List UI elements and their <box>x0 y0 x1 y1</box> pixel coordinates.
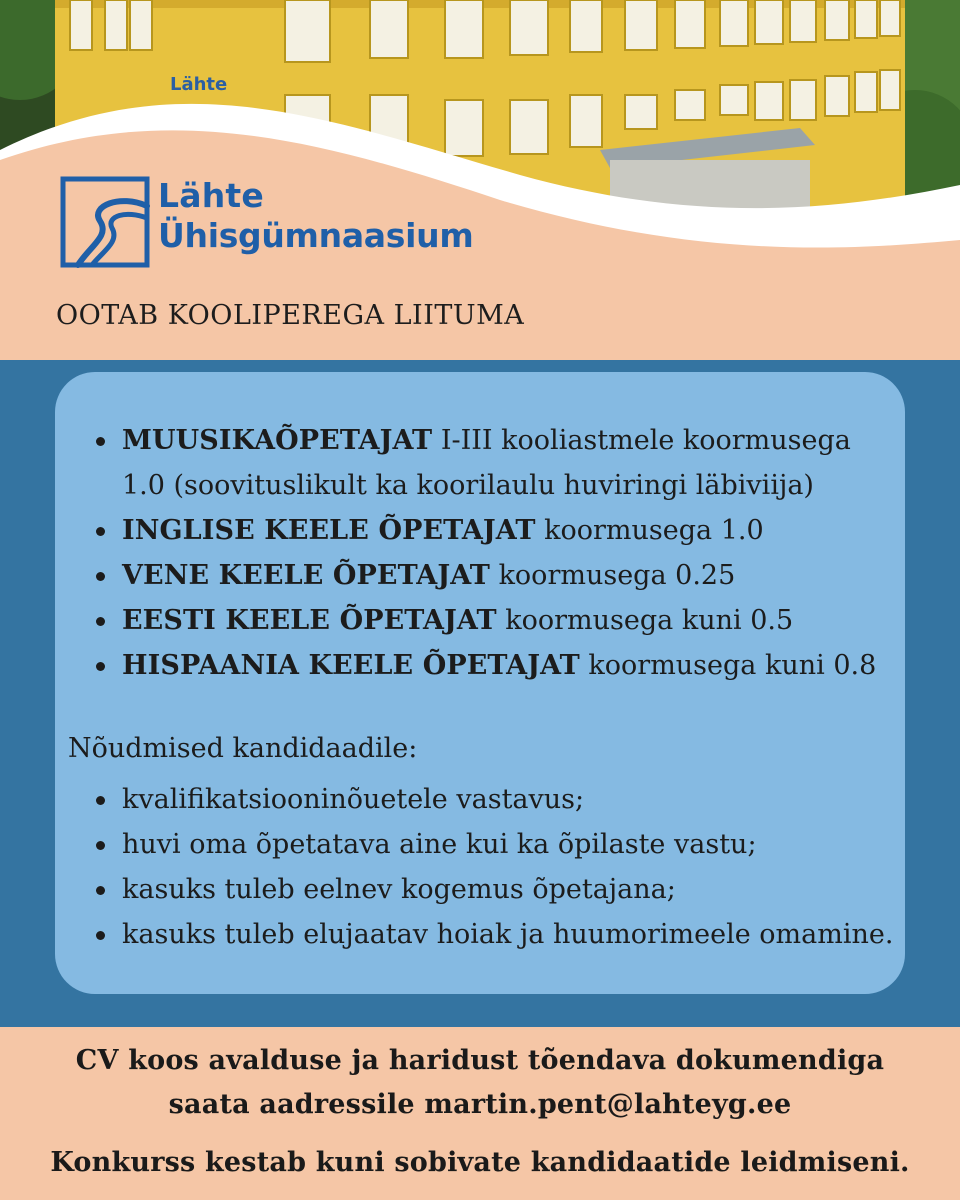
logo-school-name-line1: Lähte <box>158 176 264 215</box>
position-detail: koormusega 1.0 <box>535 515 764 546</box>
position-title: INGLISE KEELE ÕPETAJAT <box>122 515 536 546</box>
position-detail: koormusega kuni 0.8 <box>579 650 877 681</box>
vacancies-section <box>0 360 960 1027</box>
subtitle: OOTAB KOOLIPEREGA LIITUMA <box>56 300 525 331</box>
position-item <box>55 553 882 598</box>
positions-list <box>55 418 882 688</box>
requirement-item: huvi oma õpetatava aine kui ka õpilaste vastu; <box>55 822 893 867</box>
position-item <box>55 508 882 553</box>
position-item <box>55 643 882 688</box>
position-title: MUUSIKAÕPETAJAT <box>122 425 433 456</box>
svg-text:Lähte: Lähte <box>170 74 228 95</box>
requirements-list <box>55 777 893 957</box>
requirements-title: Nõudmised kandidaadile: <box>68 733 418 764</box>
position-detail: koormusega 0.25 <box>489 560 736 591</box>
logo-school-name-line2: Ühisgümnaasium <box>158 216 474 255</box>
position-title: EESTI KEELE ÕPETAJAT <box>122 605 497 636</box>
requirement-item: kasuks tuleb eelnev kogemus õpetajana; <box>55 867 893 912</box>
position-item <box>55 598 882 643</box>
winding-road-logo-icon <box>60 176 150 268</box>
requirement-item: kasuks tuleb elujaatav hoiak ja huumorimeele omamine. <box>55 912 893 957</box>
vacancies-card <box>55 372 905 994</box>
header <box>0 0 960 360</box>
contact-line-1: CV koos avalduse ja haridust tõendava dokumendiga <box>75 1045 885 1076</box>
footer <box>0 1027 960 1200</box>
position-detail: koormusega kuni 0.5 <box>496 605 794 636</box>
position-item <box>55 418 882 508</box>
deadline-note: Konkurss kestab kuni sobivate kandidaatide leidmiseni. <box>50 1147 910 1178</box>
position-detail: I-III kooliastmele koormusega 1.0 (soovituslikult ka koorilaulu huviringi läbiviija) <box>122 425 851 501</box>
position-title: VENE KEELE ÕPETAJAT <box>122 560 490 591</box>
contact-line-2: saata aadressile martin.pent@lahteyg.ee <box>168 1089 792 1120</box>
school-logo <box>60 176 473 268</box>
requirement-item: kvalifikatsiooninõuetele vastavus; <box>55 777 893 822</box>
logo-text <box>158 176 473 256</box>
position-title: HISPAANIA KEELE ÕPETAJAT <box>122 650 580 681</box>
